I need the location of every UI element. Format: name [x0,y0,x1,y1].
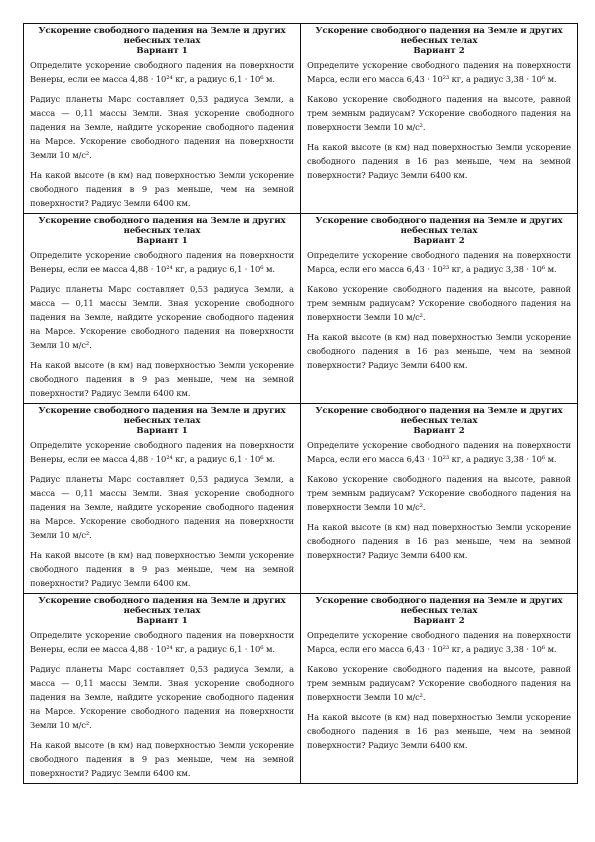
card-title: Ускорение свободного падения на Земле и других небесных телах [315,216,563,236]
task-3: На какой высоте (в км) над поверхностью Земли ускорение свободного падения в 9 раз меньше, чем на земной поверхности? Радиус Земли 6400 км. [30,550,294,588]
card-row [24,214,578,404]
card-title: Ускорение свободного падения на Земле и других небесных телах [315,596,563,616]
card-variant-2 [301,214,578,404]
variant-label: Вариант 1 [136,46,188,56]
card-variant-2 [301,594,578,784]
card-variant-2 [301,24,578,214]
variant-label: Вариант 2 [413,616,465,626]
card-row [24,24,578,214]
variant-label: Вариант 1 [136,236,188,246]
variant-label: Вариант 1 [136,426,188,436]
task-2: Каково ускорение свободного падения на высоте, равной трем земным радиусам? Ускорение свободного падения на поверхности Земли 10 м/с². [307,94,571,132]
card-row [24,404,578,594]
task-3: На какой высоте (в км) над поверхностью Земли ускорение свободного падения в 9 раз меньше, чем на земной поверхности? Радиус Земли 6400 км. [30,360,294,398]
task-3: На какой высоте (в км) над поверхностью Земли ускорение свободного падения в 16 раз меньше, чем на земной поверхности? Радиус Земли 6400 км. [307,142,571,180]
variant-label: Вариант 2 [413,426,465,436]
task-3: На какой высоте (в км) над поверхностью Земли ускорение свободного падения в 16 раз меньше, чем на земной поверхности? Радиус Земли 6400 км. [307,712,571,750]
card-variant-1 [24,214,301,404]
variant-label: Вариант 1 [136,616,188,626]
card-title: Ускорение свободного падения на Земле и других небесных телах [38,26,286,46]
task-3: На какой высоте (в км) над поверхностью Земли ускорение свободного падения в 9 раз меньше, чем на земной поверхности? Радиус Земли 6400 км. [30,170,294,208]
task-3: На какой высоте (в км) над поверхностью Земли ускорение свободного падения в 16 раз меньше, чем на земной поверхности? Радиус Земли 6400 км. [307,332,571,370]
task-1: Определите ускорение свободного падения на поверхности Марса, если его масса 6,43 · 10²³ кг, а радиус 3,38 · 10⁶ м. [307,250,571,274]
task-2: Радиус планеты Марс составляет 0,53 радиуса Земли, а масса — 0,11 массы Земли. Зная ускорение свободного падения на Земле, найдите ускорение свободного падения на Марсе. Ускорение свободного падения на поверхности Земли 10 м/с². [30,664,294,730]
task-2: Каково ускорение свободного падения на высоте, равной трем земным радиусам? Ускорение свободного падения на поверхности Земли 10 м/с². [307,284,571,322]
card-variant-1 [24,404,301,594]
task-3: На какой высоте (в км) над поверхностью Земли ускорение свободного падения в 16 раз меньше, чем на земной поверхности? Радиус Земли 6400 км. [307,522,571,560]
card-row [24,594,578,784]
task-1: Определите ускорение свободного падения на поверхности Марса, если его масса 6,43 · 10²³ кг, а радиус 3,38 · 10⁶ м. [307,60,571,84]
task-2: Каково ускорение свободного падения на высоте, равной трем земным радиусам? Ускорение свободного падения на поверхности Земли 10 м/с². [307,664,571,702]
task-1: Определите ускорение свободного падения на поверхности Венеры, если ее масса 4,88 · 10²⁴ кг, а радиус 6,1 · 10⁶ м. [30,630,294,654]
card-title: Ускорение свободного падения на Земле и других небесных телах [38,596,286,616]
task-2: Радиус планеты Марс составляет 0,53 радиуса Земли, а масса — 0,11 массы Земли. Зная ускорение свободного падения на Земле, найдите ускорение свободного падения на Марсе. Ускорение свободного падения на поверхности Земли 10 м/с². [30,94,294,160]
task-3: На какой высоте (в км) над поверхностью Земли ускорение свободного падения в 9 раз меньше, чем на земной поверхности? Радиус Земли 6400 км. [30,740,294,778]
card-variant-2 [301,404,578,594]
card-title: Ускорение свободного падения на Земле и других небесных телах [38,406,286,426]
card-title: Ускорение свободного падения на Земле и других небесных телах [315,406,563,426]
task-1: Определите ускорение свободного падения на поверхности Венеры, если ее масса 4,88 · 10²⁴ кг, а радиус 6,1 · 10⁶ м. [30,440,294,464]
task-1: Определите ускорение свободного падения на поверхности Марса, если его масса 6,43 · 10²³ кг, а радиус 3,38 · 10⁶ м. [307,440,571,464]
variant-label: Вариант 2 [413,236,465,246]
variant-label: Вариант 2 [413,46,465,56]
card-variant-1 [24,594,301,784]
card-title: Ускорение свободного падения на Земле и других небесных телах [38,216,286,236]
task-1: Определите ускорение свободного падения на поверхности Венеры, если ее масса 4,88 · 10²⁴ кг, а радиус 6,1 · 10⁶ м. [30,60,294,84]
task-1: Определите ускорение свободного падения на поверхности Венеры, если ее масса 4,88 · 10²⁴ кг, а радиус 6,1 · 10⁶ м. [30,250,294,274]
card-title: Ускорение свободного падения на Земле и других небесных телах [315,26,563,46]
task-2: Каково ускорение свободного падения на высоте, равной трем земным радиусам? Ускорение свободного падения на поверхности Земли 10 м/с². [307,474,571,512]
card-variant-1 [24,24,301,214]
task-2: Радиус планеты Марс составляет 0,53 радиуса Земли, а масса — 0,11 массы Земли. Зная ускорение свободного падения на Земле, найдите ускорение свободного падения на Марсе. Ускорение свободного падения на поверхности Земли 10 м/с². [30,284,294,350]
task-1: Определите ускорение свободного падения на поверхности Марса, если его масса 6,43 · 10²³ кг, а радиус 3,38 · 10⁶ м. [307,630,571,654]
task-2: Радиус планеты Марс составляет 0,53 радиуса Земли, а масса — 0,11 массы Земли. Зная ускорение свободного падения на Земле, найдите ускорение свободного падения на Марсе. Ускорение свободного падения на поверхности Земли 10 м/с². [30,474,294,540]
worksheet-grid [23,23,578,784]
